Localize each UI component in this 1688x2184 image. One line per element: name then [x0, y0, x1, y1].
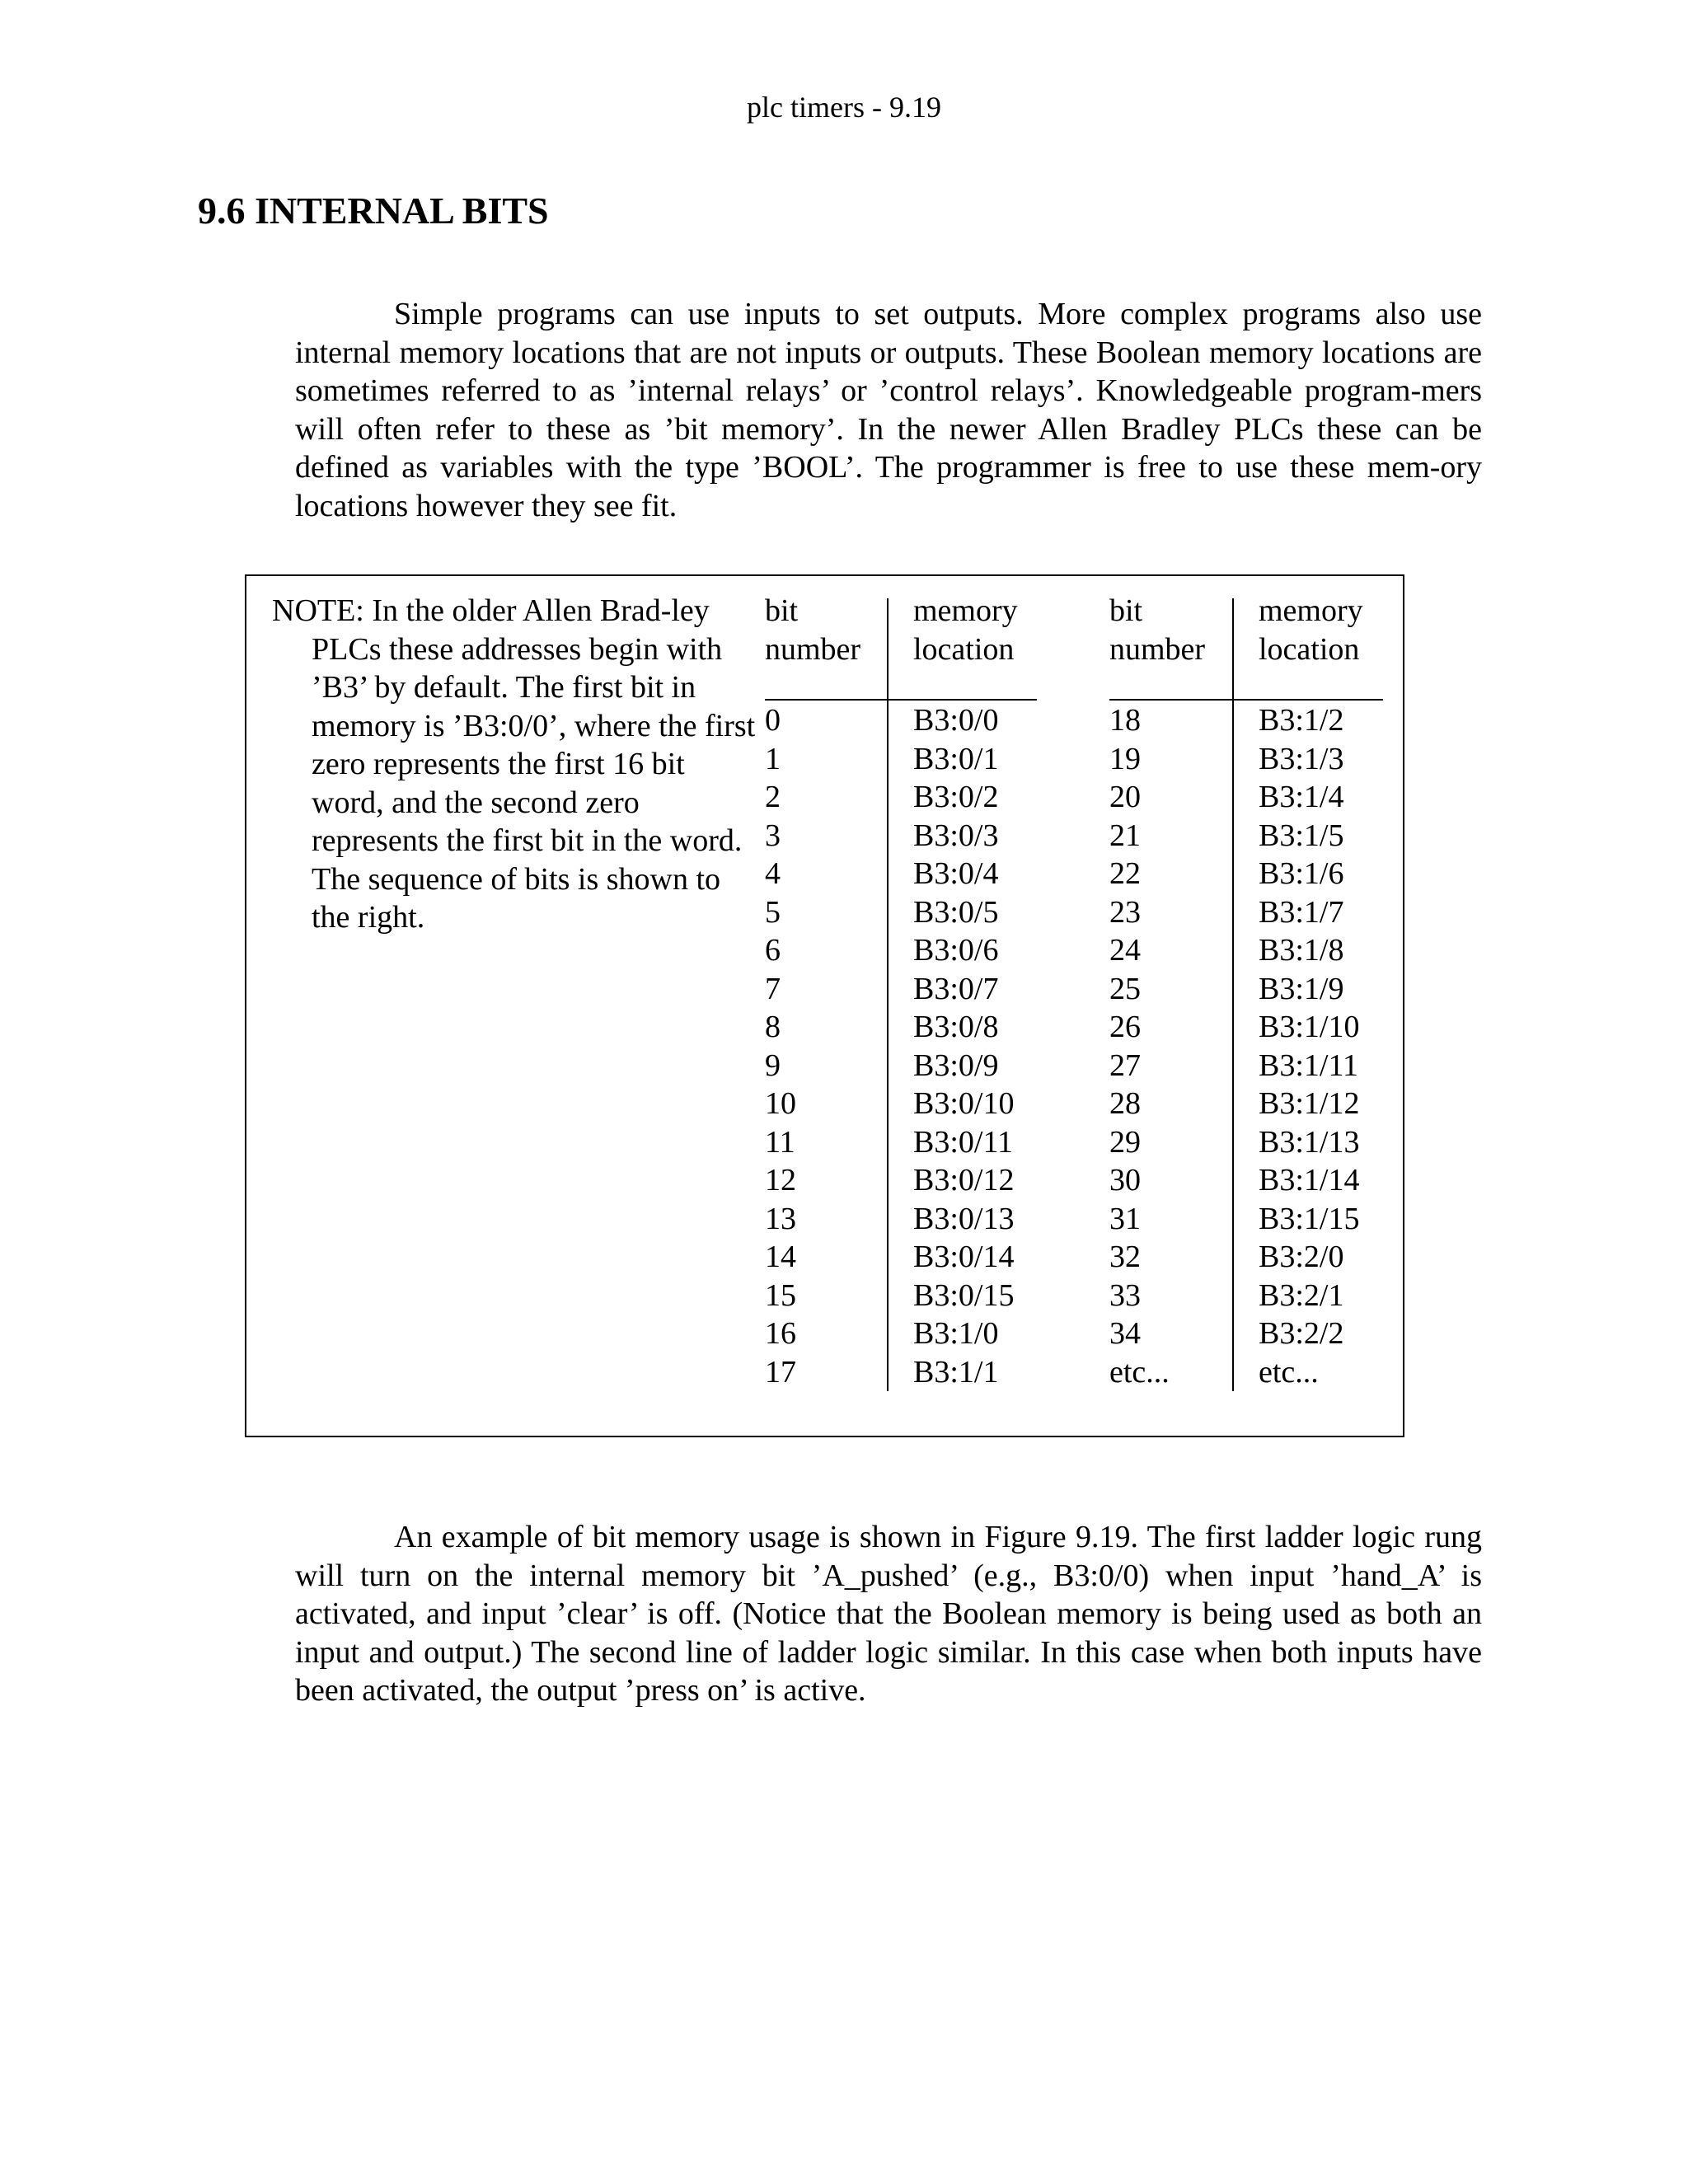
column-header [765, 592, 860, 668]
column-divider [1232, 598, 1234, 1391]
table-cell: 7 [765, 971, 781, 1006]
table-cell: B3:0/13 [913, 1201, 1015, 1236]
table-cell: 28 [1109, 1086, 1141, 1121]
table-cell: 23 [1109, 894, 1141, 930]
table-cell: 26 [1109, 1010, 1141, 1044]
table-cell: 17 [765, 1354, 796, 1390]
table-cell: 12 [765, 1163, 796, 1197]
table-cell: B3:0/2 [913, 780, 999, 814]
bit-number-column-right [1109, 592, 1205, 1391]
table-cell: B3:1/7 [1259, 894, 1344, 930]
header-line: number [1109, 631, 1206, 667]
column-header [1109, 592, 1205, 668]
table-cell: B3:0/7 [913, 971, 999, 1006]
table-cell: B3:1/11 [1259, 1047, 1359, 1083]
table-cell: 0 [765, 703, 781, 738]
table-cell: B3:2/0 [1259, 1240, 1344, 1274]
table-cell: 24 [1109, 933, 1141, 968]
table-cell: B3:1/3 [1259, 741, 1344, 776]
table-cell: 9 [765, 1047, 781, 1083]
table-cell: B3:0/11 [913, 1124, 1014, 1160]
header-line: location [913, 631, 1015, 667]
table-cell: 2 [765, 780, 781, 814]
column-header [913, 592, 1018, 668]
table-cell: B3:1/1 [913, 1354, 999, 1390]
table-cell: B3:0/14 [913, 1240, 1015, 1274]
table-cell: B3:1/0 [913, 1316, 999, 1351]
table-cell: etc... [1259, 1354, 1319, 1390]
table-cell: 16 [765, 1316, 796, 1351]
table-cell: 5 [765, 894, 781, 930]
table-cell: B3:1/2 [1259, 703, 1344, 738]
table-cell: B3:0/3 [913, 818, 999, 853]
table-cell: B3:1/6 [1259, 856, 1344, 891]
column-rows [765, 701, 860, 1391]
intro-paragraph [295, 295, 1482, 525]
table-cell: etc... [1109, 1354, 1170, 1390]
table-cell: 22 [1109, 856, 1141, 891]
table-cell: 13 [765, 1201, 796, 1236]
table-cell: 20 [1109, 780, 1141, 814]
table-cell: 15 [765, 1277, 796, 1313]
table-cell: B3:0/0 [913, 703, 999, 738]
table-cell: 21 [1109, 818, 1141, 853]
table-cell: B3:1/12 [1259, 1086, 1360, 1121]
table-cell: 8 [765, 1010, 781, 1044]
table-cell: B3:0/4 [913, 856, 999, 891]
header-line: memory [1259, 593, 1363, 628]
table-cell: 11 [765, 1124, 795, 1160]
header-line: location [1259, 631, 1360, 667]
table-cell: B3:1/13 [1259, 1124, 1360, 1160]
table-cell: B3:0/12 [913, 1163, 1015, 1197]
table-cell: B3:1/4 [1259, 780, 1344, 814]
header-rule [765, 699, 1037, 701]
table-cell: B3:1/10 [1259, 1010, 1360, 1044]
table-cell: 30 [1109, 1163, 1141, 1197]
column-divider [887, 598, 889, 1391]
table-cell: 14 [765, 1240, 796, 1274]
header-line: bit [765, 593, 799, 628]
memory-location-column-left [913, 592, 1018, 1391]
table-cell: 29 [1109, 1124, 1141, 1160]
column-header [1259, 592, 1363, 668]
table-cell: 18 [1109, 703, 1141, 738]
section-title: 9.6 INTERNAL BITS [198, 190, 549, 232]
table-cell: B3:1/5 [1259, 818, 1344, 853]
table-cell: B3:0/15 [913, 1277, 1015, 1313]
column-rows [1109, 701, 1205, 1391]
header-line: number [765, 631, 861, 667]
table-cell: B3:2/2 [1259, 1316, 1344, 1351]
header-line: memory [913, 593, 1018, 628]
note-text: NOTE: In the older Allen Brad-ley PLCs these addresses begin with ’B3’ by default. The first bit in memory is ’B3:0/0’, where the first zero represents the first 16 bit word, and the second zero represents the first bit in the word. The sequence of bits is shown to the right. [272, 593, 756, 935]
running-header: plc timers - 9.19 [747, 91, 941, 124]
table-cell: B3:1/14 [1259, 1163, 1360, 1197]
table-cell: 27 [1109, 1047, 1141, 1083]
table-cell: B3:1/8 [1259, 933, 1344, 968]
table-cell: 34 [1109, 1316, 1141, 1351]
table-cell: 3 [765, 818, 781, 853]
bit-number-column-left [765, 592, 860, 1391]
table-cell: B3:2/1 [1259, 1277, 1344, 1313]
table-cell: 31 [1109, 1201, 1141, 1236]
example-paragraph [295, 1518, 1482, 1710]
header-line: bit [1109, 593, 1143, 628]
column-rows [1259, 701, 1363, 1391]
table-cell: 4 [765, 856, 781, 891]
table-cell: 32 [1109, 1240, 1141, 1274]
table-cell: B3:1/15 [1259, 1201, 1360, 1236]
table-cell: 19 [1109, 741, 1141, 776]
table-cell: B3:0/8 [913, 1010, 999, 1044]
intro-paragraph-text: Simple programs can use inputs to set outputs. More complex programs also use internal memory locations that are not inputs or outputs. These Boolean memory locations are sometimes referred to as ’internal relays’ or ’control relays’. Knowledgeable program-mers will often refer to these as ’bit memory’. In the newer Allen Bradley PLCs these can be defined as variables with the type ’BOOL’. The programmer is free to use these mem-ory locations however they see fit. [295, 297, 1482, 523]
column-rows [913, 701, 1018, 1391]
table-cell: B3:0/6 [913, 933, 999, 968]
memory-location-column-right [1259, 592, 1363, 1391]
table-cell: B3:1/9 [1259, 971, 1344, 1006]
table-cell: B3:0/5 [913, 894, 999, 930]
table-cell: 10 [765, 1086, 796, 1121]
table-cell: B3:0/1 [913, 741, 999, 776]
header-rule [1109, 699, 1383, 701]
table-cell: 25 [1109, 971, 1141, 1006]
table-cell: 33 [1109, 1277, 1141, 1313]
table-cell: B3:0/9 [913, 1047, 999, 1083]
example-paragraph-text: An example of bit memory usage is shown in Figure 9.19. The first ladder logic rung will turn on the internal memory bit ’A_pushed’ (e.g., B3:0/0) when input ’hand_A’ is activated, and input ’clear’ is off. (Notice that the Boolean memory is being used as both an input and output.) The second line of ladder logic similar. In this case when both inputs have been activated, the output ’press on’ is active. [295, 1520, 1482, 1708]
table-cell: 6 [765, 933, 781, 968]
table-cell: B3:0/10 [913, 1086, 1015, 1121]
table-cell: 1 [765, 741, 781, 776]
